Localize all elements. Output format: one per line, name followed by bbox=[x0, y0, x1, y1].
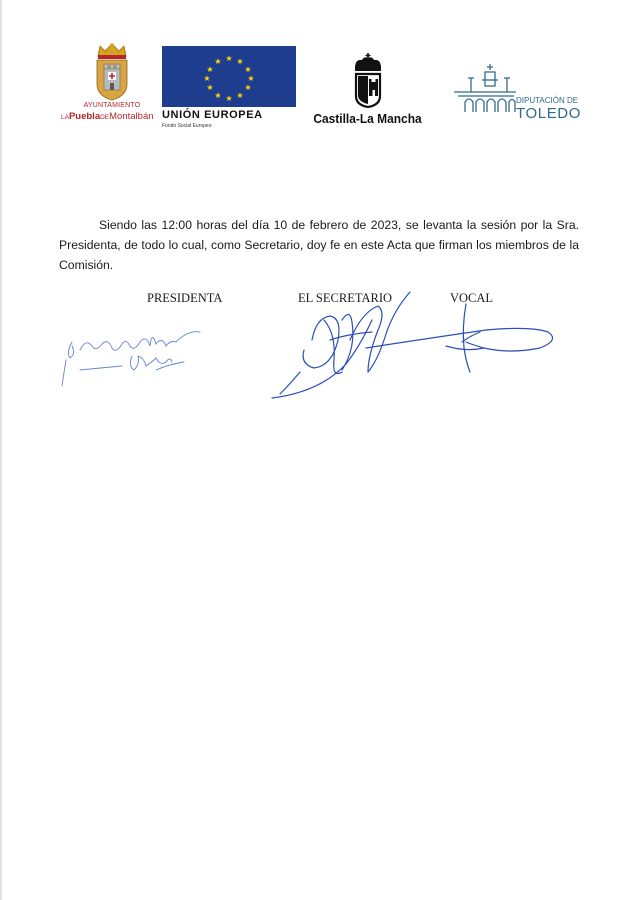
union-europea-logo bbox=[162, 46, 302, 129]
diputacion-toledo-logo bbox=[454, 58, 584, 128]
castilla-la-mancha-logo bbox=[305, 52, 430, 130]
svg-text:★: ★ bbox=[236, 57, 244, 66]
svg-text:★: ★ bbox=[247, 74, 255, 83]
presidenta-signature bbox=[62, 332, 200, 386]
svg-text:★: ★ bbox=[225, 94, 233, 103]
secretario-label: EL SECRETARIO bbox=[298, 291, 393, 305]
vocal-signature bbox=[366, 304, 553, 372]
municipality-name: LAPueblaDEMontalbán bbox=[61, 111, 154, 122]
svg-text:★: ★ bbox=[214, 91, 222, 100]
toledo-label: TOLEDO bbox=[516, 105, 582, 122]
vocal-label: VOCAL bbox=[450, 291, 494, 305]
coat-of-arms-icon bbox=[92, 42, 132, 102]
secretario-signature bbox=[272, 292, 410, 398]
castilla-la-mancha-title: Castilla-La Mancha bbox=[313, 111, 422, 126]
eu-flag-icon bbox=[162, 46, 296, 107]
svg-text:★: ★ bbox=[214, 57, 222, 66]
castle-crown-icon bbox=[350, 52, 386, 108]
svg-text:★: ★ bbox=[206, 65, 214, 74]
svg-text:★: ★ bbox=[203, 74, 211, 83]
diputacion-label: DIPUTACIÓN DE bbox=[516, 96, 579, 105]
svg-text:★: ★ bbox=[225, 54, 233, 63]
svg-text:★: ★ bbox=[236, 91, 244, 100]
union-europea-title: UNIÓN EUROPEA bbox=[162, 109, 263, 121]
svg-text:★: ★ bbox=[206, 83, 214, 92]
fondo-social-europeo-label: Fondo Social Europeo bbox=[162, 123, 212, 129]
ayuntamiento-logo bbox=[62, 42, 162, 126]
ayuntamiento-label: AYUNTAMIENTO bbox=[83, 102, 141, 109]
page-edge bbox=[0, 0, 3, 900]
svg-text:★: ★ bbox=[244, 83, 252, 92]
closing-paragraph: Siendo las 12:00 horas del día 10 de febrero de 2023, se levanta la sesión por la Sra. Presidenta, de todo lo cual, como Secretario, doy fe en este Acta que firman los miembros de la Comisión. bbox=[59, 218, 579, 272]
presidenta-label: PRESIDENTA bbox=[147, 291, 223, 305]
svg-text:★: ★ bbox=[244, 65, 252, 74]
